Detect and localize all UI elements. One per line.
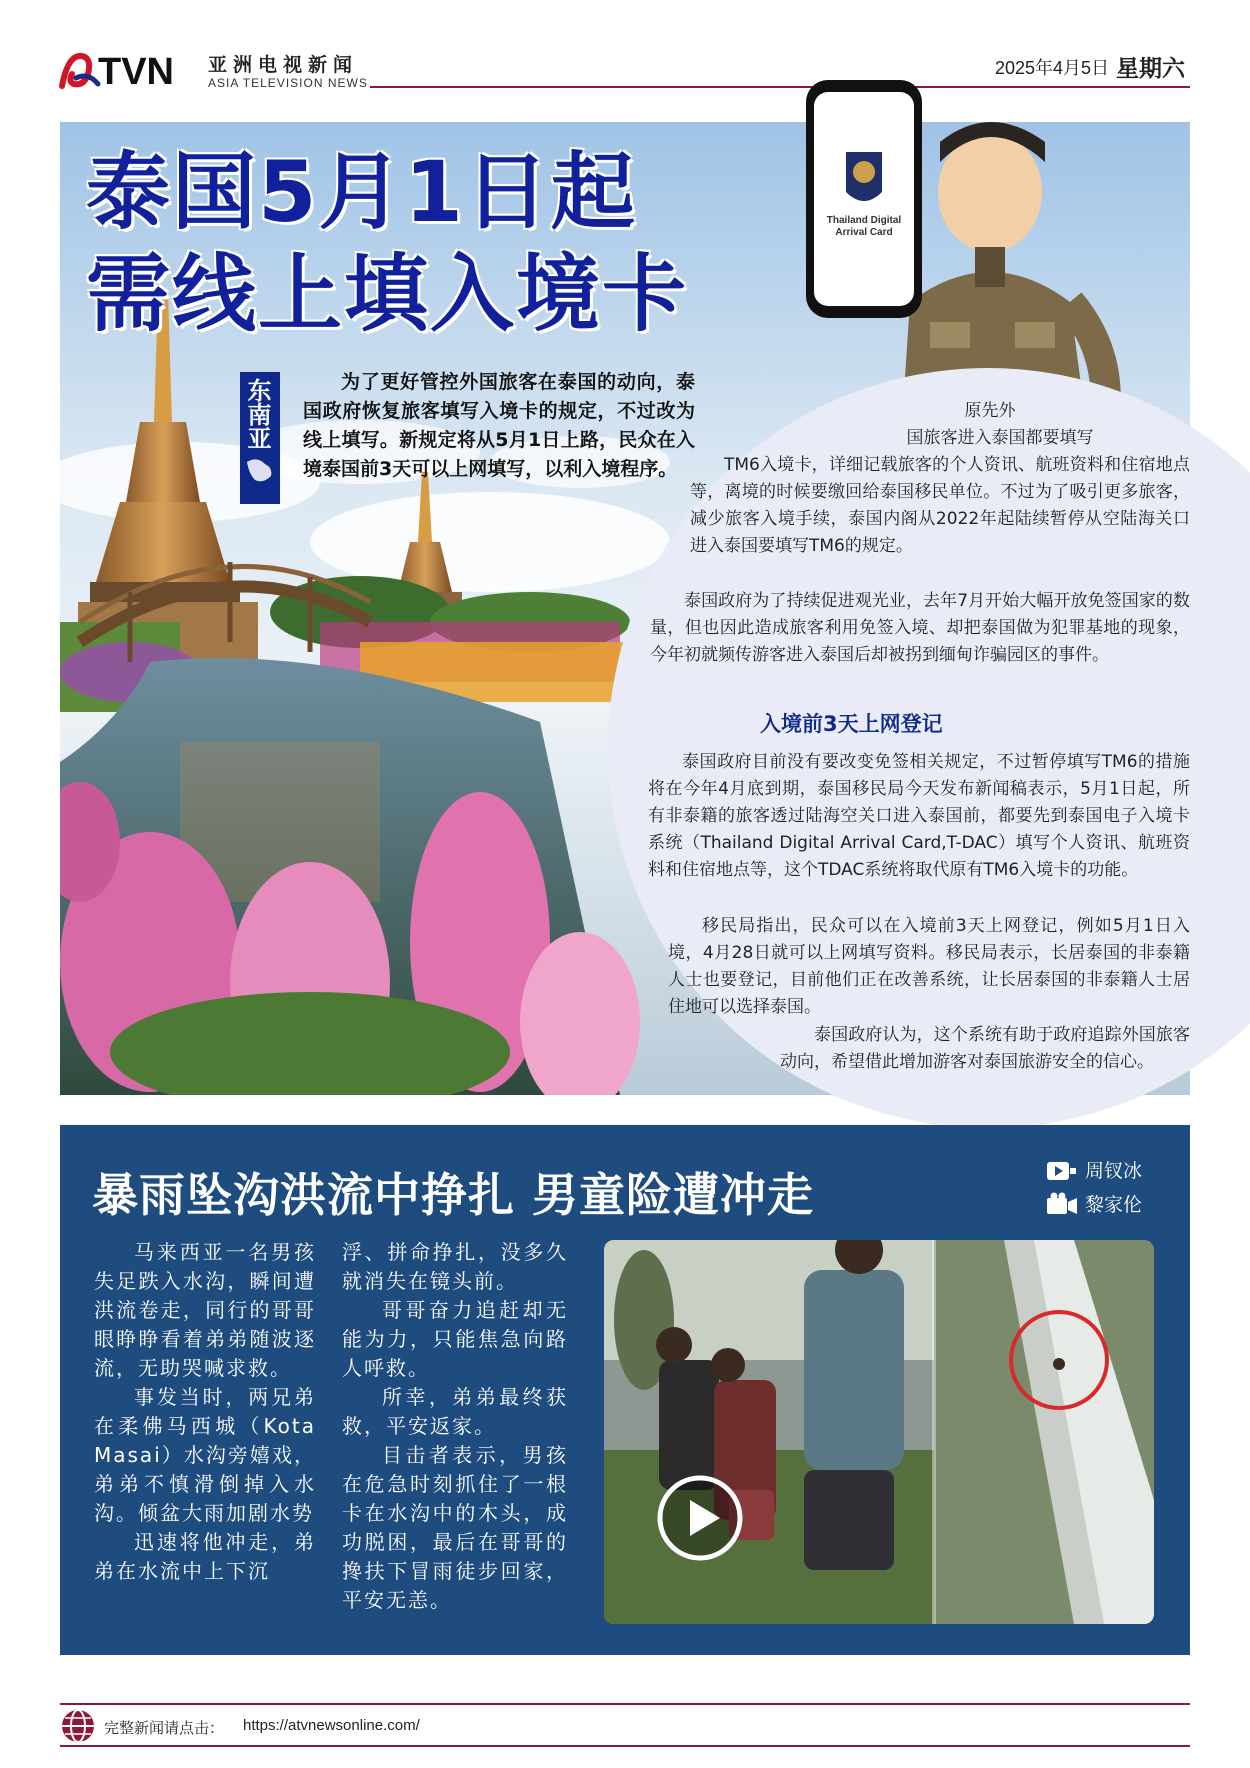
body-paragraph-4: 移民局指出，民众可以在入境前3天上网登记，例如5月1日入境，4月28日就可以上网填写资料。移民局表示，长居泰国的非泰籍人士也要登记，目前他们正在改善系统，让长居泰国的非泰籍人士居住地可以选择泰国。 [668,916,1190,1017]
body-paragraph-2: 泰国政府为了持续促进观光业，去年7月开始大幅开放免签国家的数量，但也因此造成旅客利用免签入境、却把泰国做为犯罪基地的现象，今年初就频传游客进入泰国后却被拐到缅甸诈骗园区的事件。 [650,591,1190,665]
col2-paragraph-2: 哥哥奋力追赶却无能为力，只能焦急向路人呼救。 [342,1298,568,1380]
immigration-badge-icon [814,92,914,306]
col1-paragraph-3: 迅速将他冲走，弟弟在水流中上下沉 [94,1530,316,1583]
col2-paragraph-3: 所幸，弟弟最终获救，平安返家。 [342,1385,568,1438]
video-still-flood-drain [604,1240,1154,1624]
play-icon[interactable] [656,1474,744,1562]
footer-label: 完整新闻请点击： [104,1719,225,1737]
col1-paragraph-1: 马来西亚一名男孩失足跌入水沟，瞬间遭洪流卷走，同行的哥哥眼睁睁看着弟弟随波逐流，无助哭喊求救。 [94,1240,316,1380]
issue-weekday: 星期六 [1116,56,1185,82]
body-paragraph-intro-b: 国旅客进入泰国都要填写 [906,428,1094,448]
second-story-column-1 [94,1238,316,1586]
section-tag-label: 东南亚 [243,378,271,450]
body-paragraph-3: 泰国政府目前没有要改变免签相关规定，不过暂停填写TM6的措施将在今年4月底到期，泰国移民局今天发布新闻稿表示，5月1日起，所有非泰籍的旅客透过陆海空关口进入泰国前，都要先到泰国电子入境卡系统（Thailand Digital Arrival Card,T-DAC）填写个人资讯、航班资料和住宿地点等，这个TDAC系统将取代原有TM6入境卡的功能。 [648,752,1190,880]
body-paragraph-1: TM6入境卡，详细记载旅客的个人资讯、航班资料和住宿地点等，离境的时候要缴回给泰国移民单位。不过为了吸引更多旅客，减少旅客入境手续，泰国内阁从2022年起陆续暂停从空陆海关口进入泰国要填写TM6的规定。 [690,455,1190,556]
body-paragraph-5: 泰国政府认为，这个系统有助于政府追踪外国旅客动向，希望借此增加游客对泰国旅游安全的信心。 [780,1025,1190,1072]
atvn-logo [58,48,200,92]
video-thumbnail[interactable] [604,1240,1154,1624]
footer-divider-top [60,1703,1190,1705]
reporter-credit: 周钗冰 [1085,1160,1143,1182]
section-tag-southeast-asia [240,372,280,504]
col1-paragraph-2: 事发当时，两兄弟在柔佛马西城（Kota Masai）水沟旁嬉戏，弟弟不慎滑倒掉入水沟。倾盆大雨加剧水势 [94,1385,316,1525]
camera-credit: 黎家伦 [1085,1194,1143,1216]
globe-link-icon [60,1708,96,1744]
headline-line-2: 需线上填入境卡 [86,245,689,343]
article-subhead: 入境前3天上网登记 [760,712,943,736]
phone-card-label: Thailand Digital Arrival Card [826,215,902,238]
lead-paragraph: 为了更好管控外国旅客在泰国的动向，泰国政府恢复旅客填写入境卡的规定，不过改为线上填写。新规定将从5月1日上路，民众在入境泰国前3天可以上网填写，以利入境程序。 [303,371,695,480]
phone-screen [814,92,914,306]
col2-paragraph-1: 浮、拼命挣扎，没多久就消失在镜头前。 [342,1240,568,1293]
second-story-column-2 [342,1238,568,1615]
header-divider [370,86,1190,88]
svg-text:TVN: TVN [98,51,174,92]
body-paragraph-intro-a: 原先外 [964,401,1016,421]
video-camera-icon [1046,1192,1078,1218]
headline-line-1: 泰国5月1日起 [86,143,637,241]
col2-paragraph-4: 目击者表示，男孩在危急时刻抓住了一根卡在水沟中的木头，成功脱困，最后在哥哥的搀扶下冒雨徒步回家，平安无恙。 [342,1443,568,1612]
footer-divider-bottom [60,1745,1190,1747]
second-story-title: 暴雨坠沟洪流中挣扎 男童险遭冲走 [92,1168,815,1222]
footer-url-link[interactable]: https://atvnewsonline.com/ [243,1717,420,1734]
issue-date: 2025年4月5日 [995,58,1110,78]
microphone-reporter-icon [1046,1158,1078,1184]
brand-name-cn: 亚洲电视新闻 [208,54,359,76]
asia-map-icon [243,454,277,490]
brand-name-en: ASIA TELEVISION NEWS [208,76,368,90]
